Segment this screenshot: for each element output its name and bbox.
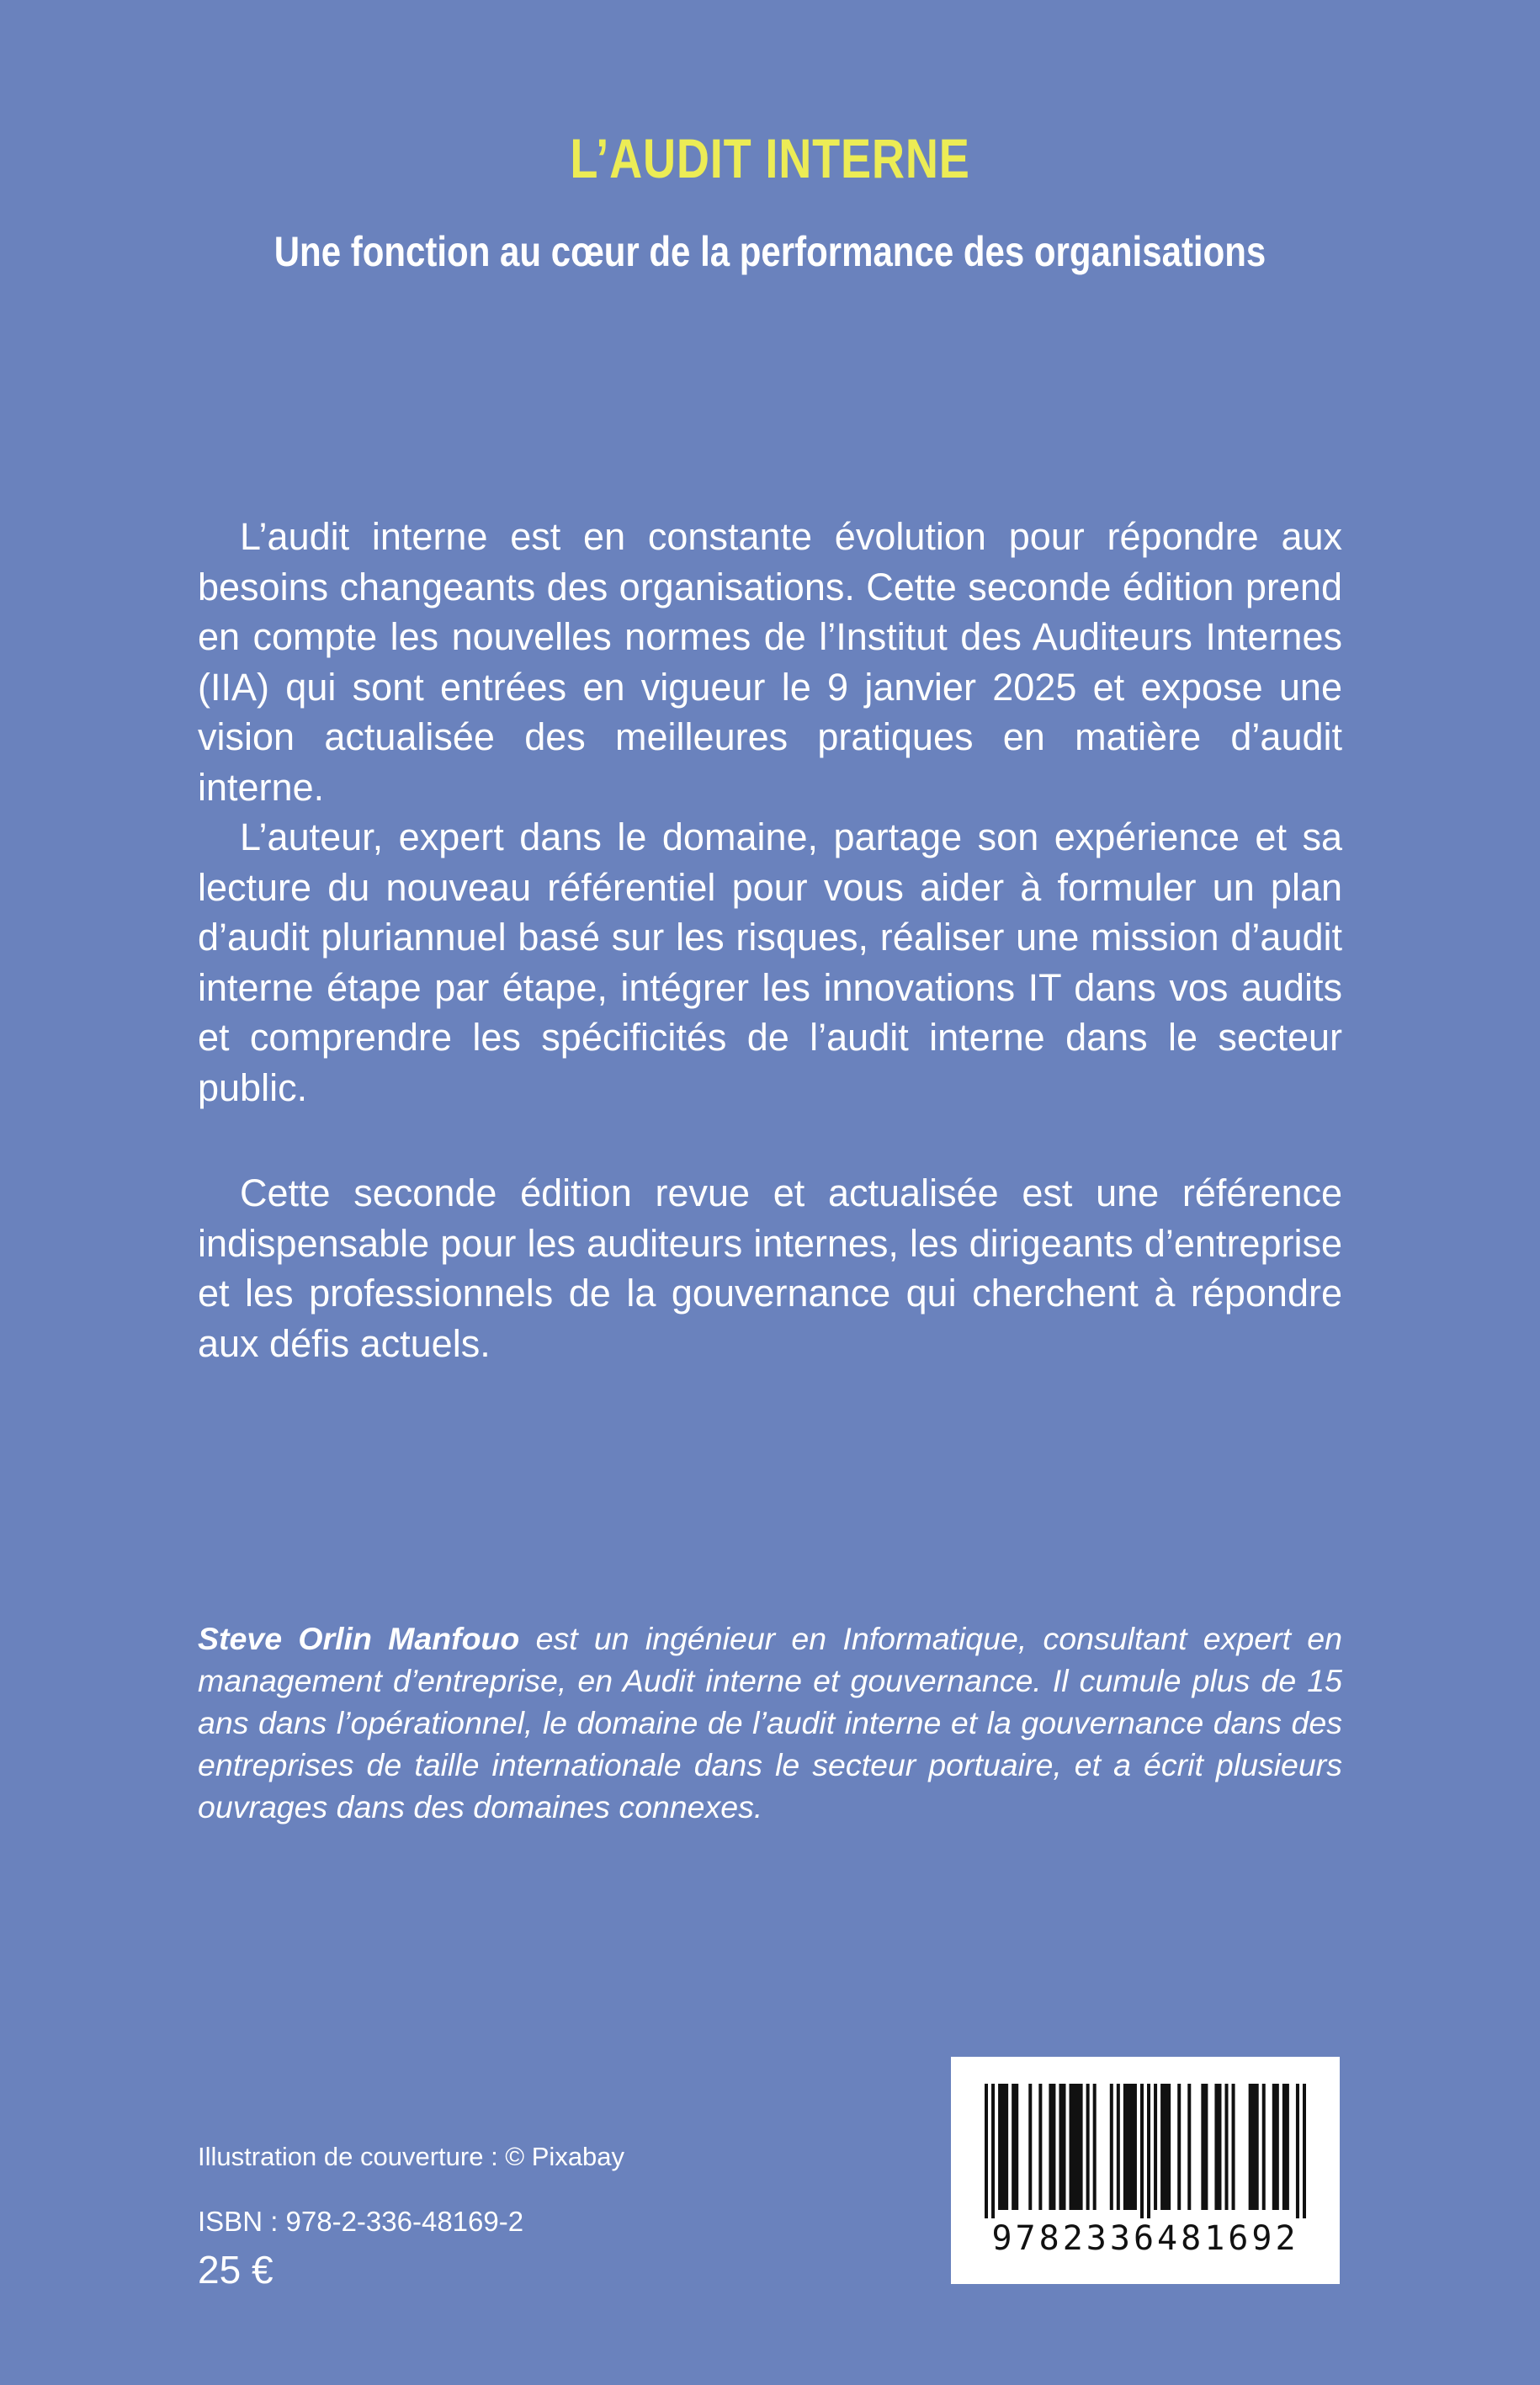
barcode-bar <box>1303 2084 1306 2218</box>
barcode-bar <box>1110 2084 1113 2210</box>
barcode-bar <box>1070 2084 1083 2210</box>
barcode-bar <box>1296 2084 1299 2218</box>
barcode-bar <box>1262 2084 1266 2210</box>
barcode-bar <box>991 2084 995 2218</box>
barcode-bar <box>998 2084 1008 2210</box>
barcode-bar <box>1049 2084 1055 2210</box>
barcode-bar <box>1117 2084 1120 2210</box>
barcode-bar <box>1140 2084 1144 2218</box>
author-bio-text: est un ingénieur en Informatique, consultant expert en management d’entreprise, en Audit interne et gouvernance. Il cumule plus de 15 ans dans l’opérationnel, le domaine de l’audit interne et la gouvernance dans des entreprises de taille internationale dans le secteur portuaire, et a écrit plusieurs ouvrages dans des domaines connexes. <box>198 1621 1342 1825</box>
barcode-bar <box>1224 2084 1228 2210</box>
barcode-bar <box>1232 2084 1235 2210</box>
barcode-bar <box>1249 2084 1259 2210</box>
barcode-bar <box>985 2084 988 2218</box>
author-name: Steve Orlin Manfouo <box>198 1621 520 1656</box>
cover-credit: Illustration de couverture : © Pixabay <box>198 2142 625 2171</box>
barcode-bar <box>1028 2084 1032 2210</box>
description-paragraph-1: L’audit interne est en constante évolution pour répondre aux besoins changeants des organisations. Cette seconde édition prend en compte les nouvelles normes de l’Institut des Auditeurs Internes (IIA) qui sont entrées en vigueur le 9 janvier 2025 et expose une vision actualisée des meilleures pratiques en matière d’audit interne. <box>198 515 1342 809</box>
isbn: ISBN : 978-2-336-48169-2 <box>198 2206 524 2237</box>
book-title: L’AUDIT INTERNE <box>570 127 970 189</box>
price: 25 € <box>198 2248 273 2292</box>
author-bio <box>198 1617 1342 1828</box>
barcode-bar <box>1282 2084 1289 2210</box>
barcode-bar <box>1086 2084 1090 2210</box>
book-subtitle: Une fonction au cœur de la performance des organisations <box>273 228 1267 275</box>
barcode-bar <box>1012 2084 1018 2210</box>
barcode-bar <box>1201 2084 1208 2210</box>
barcode-bar <box>1177 2084 1181 2210</box>
barcode-digits: 9782336481692 <box>991 2219 1299 2258</box>
barcode-bar <box>1093 2084 1097 2210</box>
barcode-bar <box>1059 2084 1065 2210</box>
barcode-bar <box>1038 2084 1042 2210</box>
description-paragraph-2: L’auteur, expert dans le domaine, partage son expérience et sa lecture du nouveau référentiel pour vous aider à formuler un plan d’audit pluriannuel basé sur les risques, réaliser une mission d’audit interne étape par étape, intégrer les innovations IT dans vos audits et comprendre les spécificités de l’audit interne dans le secteur public. <box>198 815 1342 1109</box>
barcode-bar <box>1187 2084 1191 2210</box>
barcode-bars <box>985 2084 1306 2218</box>
barcode-bar <box>1147 2084 1150 2218</box>
description-block-2 <box>198 1168 1342 1368</box>
barcode-bar <box>1123 2084 1137 2210</box>
barcode-bar <box>1160 2084 1171 2210</box>
description-block-1 <box>198 512 1342 1113</box>
barcode <box>951 2057 1340 2284</box>
barcode-bar <box>1272 2084 1279 2210</box>
barcode-bar <box>1154 2084 1157 2210</box>
barcode-bar <box>1214 2084 1221 2210</box>
description-paragraph-3: Cette seconde édition revue et actualisée est une référence indispensable pour les auditeurs internes, les dirigeants d’entreprise et les professionnels de la gouvernance qui cherchent à répondre aux défis actuels. <box>198 1171 1342 1365</box>
